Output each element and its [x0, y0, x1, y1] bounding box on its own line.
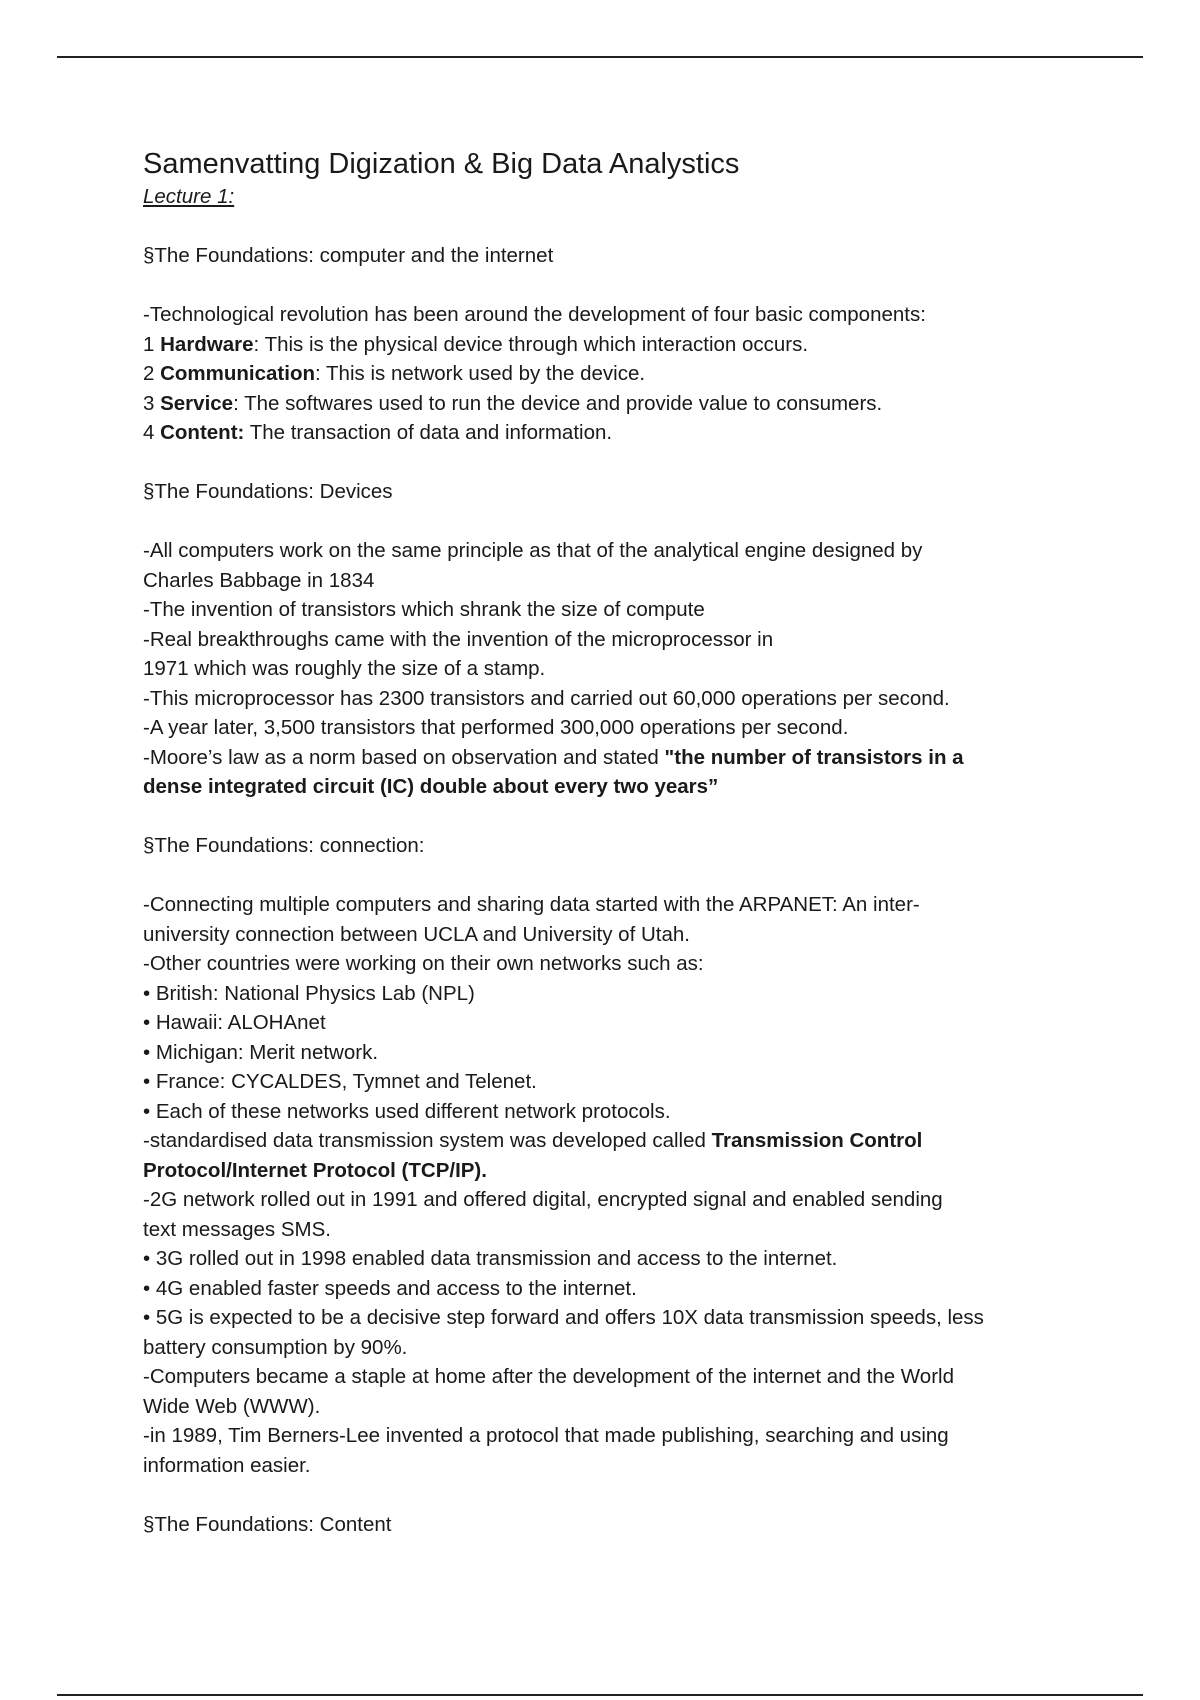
component-item: 3 Service: The softwares used to run the device and provide value to consumers.	[143, 391, 883, 415]
bullet-item: • British: National Physics Lab (NPL)	[143, 981, 475, 1005]
paragraph-line: -2G network rolled out in 1991 and offered digital, encrypted signal and enabled sending	[143, 1188, 943, 1211]
top-rule	[57, 56, 1143, 58]
paragraph-line: -Technological revolution has been around the development of four basic components:	[143, 303, 926, 326]
paragraph-line: text messages SMS.	[143, 1217, 331, 1241]
bullet-item: • Michigan: Merit network.	[143, 1040, 379, 1064]
paragraph-line: -This microprocessor has 2300 transistors and carried out 60,000 operations per second.	[143, 686, 950, 710]
component-item: 4 Content: The transaction of data and information.	[143, 421, 613, 444]
paragraph-line: -Moore’s law as a norm based on observation and stated "the number of transistors in a	[143, 745, 964, 769]
document-body	[143, 146, 1043, 1539]
paragraph-line: Wide Web (WWW).	[143, 1394, 321, 1418]
bullet-item: • Each of these networks used different network protocols.	[143, 1099, 671, 1123]
component-item: 1 Hardware: This is the physical device through which interaction occurs.	[143, 332, 809, 356]
bullet-item: • 4G enabled faster speeds and access to the internet.	[143, 1276, 637, 1300]
bullet-item: • Hawaii: ALOHAnet	[143, 1011, 326, 1034]
section-heading: §The Foundations: Content	[143, 1512, 392, 1536]
section-heading: §The Foundations: computer and the internet	[143, 244, 554, 267]
paragraph-line: -All computers work on the same principle as that of the analytical engine designed by	[143, 539, 923, 562]
paragraph-line: -standardised data transmission system was developed called Transmission Control	[143, 1129, 923, 1152]
section-heading: §The Foundations: connection:	[143, 834, 425, 857]
paragraph-line: -Other countries were working on their own networks such as:	[143, 952, 704, 975]
paragraph-line: -Real breakthroughs came with the invention of the microprocessor in	[143, 627, 774, 651]
paragraph-line: -The invention of transistors which shrank the size of compute	[143, 598, 705, 621]
bullet-item: • 3G rolled out in 1998 enabled data transmission and access to the internet.	[143, 1247, 838, 1270]
paragraph-line: Charles Babbage in 1834	[143, 568, 375, 592]
lecture-label: Lecture 1:	[143, 185, 235, 208]
paragraph-line: -Computers became a staple at home after the development of the internet and the World	[143, 1365, 954, 1388]
bullet-item: • France: CYCALDES, Tymnet and Telenet.	[143, 1070, 537, 1093]
paragraph-line: battery consumption by 90%.	[143, 1335, 408, 1359]
paragraph-line: dense integrated circuit (IC) double about every two years”	[143, 775, 719, 798]
paragraph-line: -Connecting multiple computers and sharing data started with the ARPANET: An inter-	[143, 893, 920, 916]
bottom-rule	[57, 1694, 1143, 1696]
component-item: 2 Communication: This is network used by the device.	[143, 362, 646, 385]
paragraph-line: Protocol/Internet Protocol (TCP/IP).	[143, 1158, 487, 1182]
paragraph-line: 1971 which was roughly the size of a stamp.	[143, 657, 546, 680]
document-title: Samenvatting Digization & Big Data Analystics	[143, 148, 740, 180]
paragraph-line: university connection between UCLA and University of Utah.	[143, 922, 690, 946]
paragraph-line: -A year later, 3,500 transistors that performed 300,000 operations per second.	[143, 716, 849, 739]
paragraph-line: -in 1989, Tim Berners-Lee invented a protocol that made publishing, searching and using	[143, 1424, 949, 1447]
section-heading: §The Foundations: Devices	[143, 480, 393, 503]
bullet-item: • 5G is expected to be a decisive step forward and offers 10X data transmission speeds, less	[143, 1306, 984, 1329]
paragraph-line: information easier.	[143, 1453, 311, 1477]
